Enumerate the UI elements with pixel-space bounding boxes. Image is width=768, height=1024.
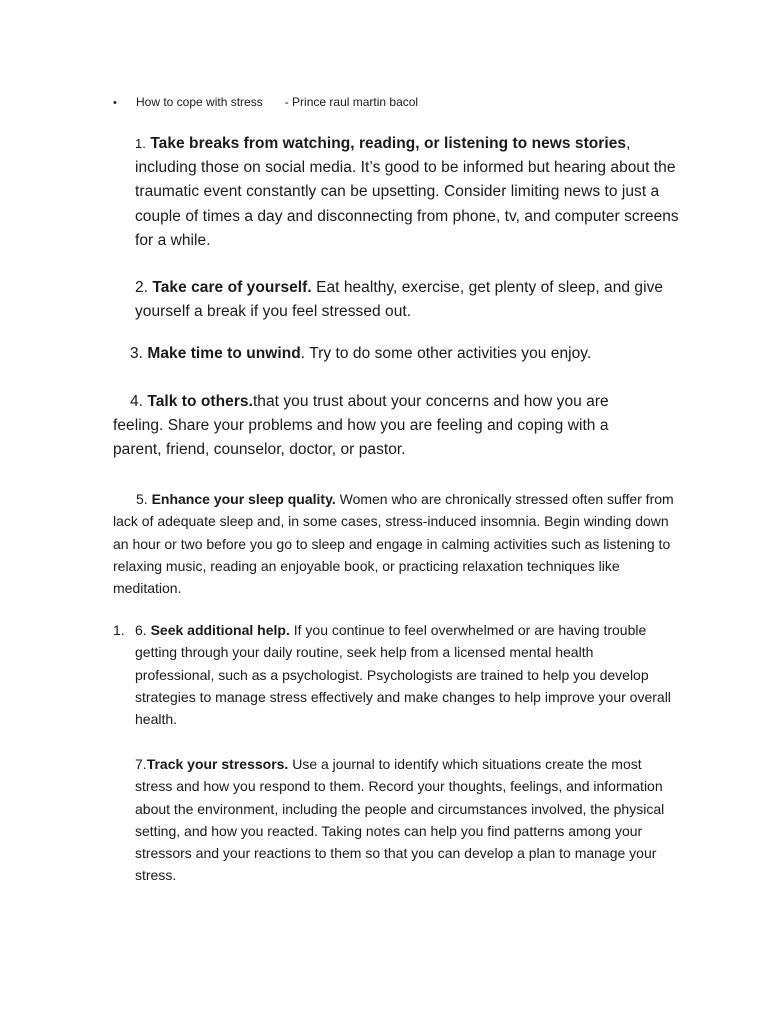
tip-paragraph [135,276,695,324]
tip-body: that you trust about your concerns and how you are feeling. Share your problems and how you are feeling and coping with a parent, friend, counselor, doctor, or pastor. [113,393,609,459]
tip-body: Use a journal to identify which situations create the most stress and how you respond to them. Record your thoughts, feelings, and information about the environment, including the people and circumstances involved, the physical setting, and how you reacted. Taking notes can help you find patterns among your stressors and your reactions to them so that you can develop a plan to manage your stress. [135,756,665,884]
tip-heading: Talk to others. [147,393,253,410]
list-marker: 1. [113,622,125,638]
tip-heading: Seek additional help. [150,622,290,638]
tip-heading: Take care of yourself. [152,279,312,296]
tip-paragraph [113,488,683,599]
tip-number: 7. [135,756,147,772]
tip-paragraph [135,753,680,887]
document-title-line [113,93,418,112]
tip-number: 5. [136,491,148,507]
tip-heading: Make time to unwind [147,345,301,362]
tip-heading: Enhance your sleep quality. [151,491,336,507]
tip-body: , including those on social media. It’s good to be informed but hearing about the traumatic event constantly can be upsetting. Consider limiting news to just a couple of times a day and disconnecting from phone, tv, and computer screens for a while. [135,135,679,249]
tip-number: 3. [130,345,144,362]
tip-number: 4. [130,393,144,410]
tip-number: 6. [135,622,147,638]
tip-body: If you continue to feel overwhelmed or are having trouble getting through your daily routine, seek help from a licensed mental health professional, such as a psychologist. Psychologists are trained to help you develop strategies to manage stress effectively and make changes to help improve your overall health. [135,622,671,728]
tip-paragraph [113,390,643,463]
tip-heading: Track your stressors. [146,756,289,772]
tip-number: 2. [135,279,149,296]
tip-heading: Take breaks from watching, reading, or listening to news stories [150,135,627,152]
tip-body: Eat healthy, exercise, get plenty of sleep, and give yourself a break if you feel stressed out. [135,279,664,321]
tip-paragraph [135,132,695,253]
bullet-marker: • [113,97,117,109]
tip-paragraph [130,342,695,366]
tip-paragraph [135,619,675,730]
tip-body: Women who are chronically stressed often suffer from lack of adequate sleep and, in some cases, stress-induced insomnia. Begin winding down an hour or two before you go to sleep and engage in calming activities such as listening to relaxing music, reading an enjoyable book, or practicing relaxation techniques like meditation. [113,491,674,597]
tip-number: 1. [135,136,146,151]
tip-body: . Try to do some other activities you enjoy. [300,345,592,362]
document-title: How to cope with stress [136,95,263,109]
author-name: - Prince raul martin bacol [284,95,419,109]
